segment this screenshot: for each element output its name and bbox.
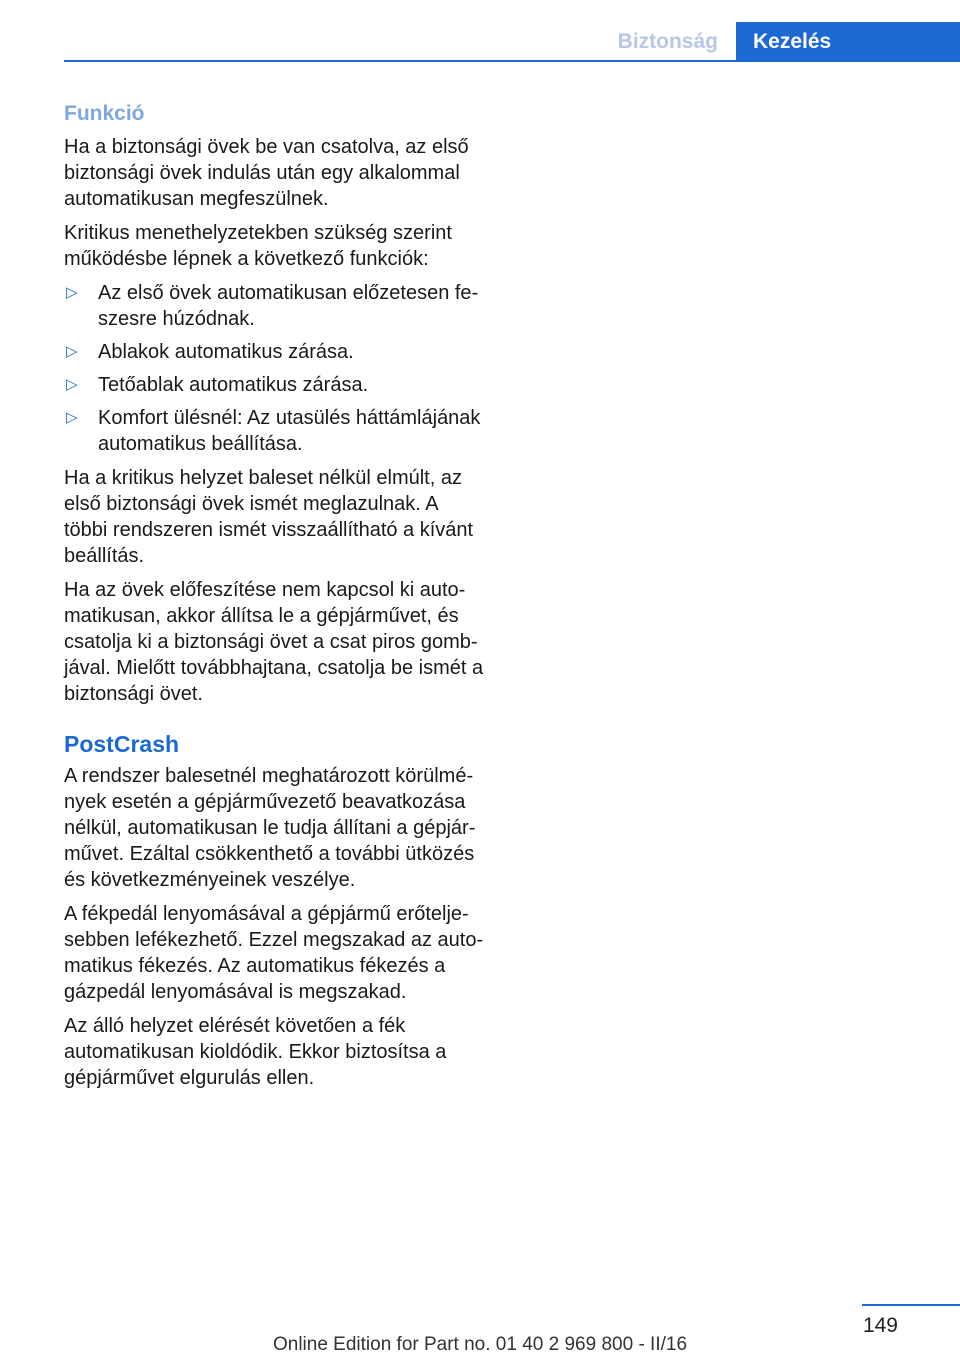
- page-header: [0, 0, 960, 64]
- footer-rule: [862, 1304, 960, 1306]
- paragraph: Ha az övek előfeszítése nem kapcsol ki automatikusan, akkor állítsa le a gépjárművet, és csatolja ki a biztonsági övet a csat piros gombjával. Mielőtt továbbhajtana, csatolja be ismét a biztonsági övet.: [64, 579, 484, 705]
- section-tab[interactable]: Biztonság: [617, 30, 718, 53]
- list-item: [64, 280, 484, 332]
- list-item-text: Az első övek automatikusan előzetesen feszesre húzódnak.: [98, 282, 479, 330]
- edition-note: Online Edition for Part no. 01 40 2 969 800 - II/16: [272, 1334, 688, 1355]
- postcrash-heading: PostCrash: [64, 731, 180, 757]
- triangle-bullet-icon: ▷: [66, 284, 78, 301]
- paragraph: A fékpedál lenyomásával a gépjármű erőteljesebben lefékezhető. Ezzel megszakad az automatikus fékezés. Az automatikus fékezés a gázpedál lenyomásával is megszakad.: [64, 903, 484, 1003]
- page-number: 149: [862, 1314, 898, 1337]
- funkcio-heading: Funkció: [64, 102, 145, 125]
- triangle-bullet-icon: ▷: [66, 343, 78, 360]
- list-item-text: Tetőablak automatikus zárása.: [98, 374, 369, 396]
- paragraph: Ha a biztonsági övek be van csatolva, az első biztonsági övek indulás után egy alkalommal automatikusan megfeszülnek.: [64, 136, 469, 210]
- triangle-bullet-icon: ▷: [66, 409, 78, 426]
- list-item-text: Komfort ülésnél: Az utasülés háttámlájának automatikus beállítása.: [98, 407, 481, 455]
- list-item: [64, 405, 484, 457]
- page-content: [64, 100, 484, 1099]
- list-item-text: Ablakok automatikus zárása.: [98, 341, 354, 363]
- paragraph: A rendszer balesetnél meghatározott körülmények esetén a gépjárművezető beavatkozása nélkül, automatikusan le tudja állítani a gépjárművet. Ezáltal csökkenthető a további ütközés és következményeinek veszélye.: [64, 765, 476, 891]
- triangle-bullet-icon: ▷: [66, 376, 78, 393]
- chapter-tab[interactable]: Kezelés: [736, 22, 960, 62]
- list-item: [64, 372, 484, 398]
- function-list: [64, 280, 484, 457]
- paragraph: Kritikus menethelyzetekben szükség szerint működésbe lépnek a következő funkciók:: [64, 222, 452, 270]
- header-rule: [64, 60, 960, 62]
- paragraph: Ha a kritikus helyzet baleset nélkül elmúlt, az első biztonsági övek ismét meglazulnak. A többi rendszeren ismét visszaállítható a kívánt beállítás.: [64, 467, 474, 567]
- list-item: [64, 339, 484, 365]
- paragraph: Az álló helyzet elérését követően a fék automatikusan kioldódik. Ekkor biztosítsa a gépjárművet elgurulás ellen.: [64, 1015, 447, 1089]
